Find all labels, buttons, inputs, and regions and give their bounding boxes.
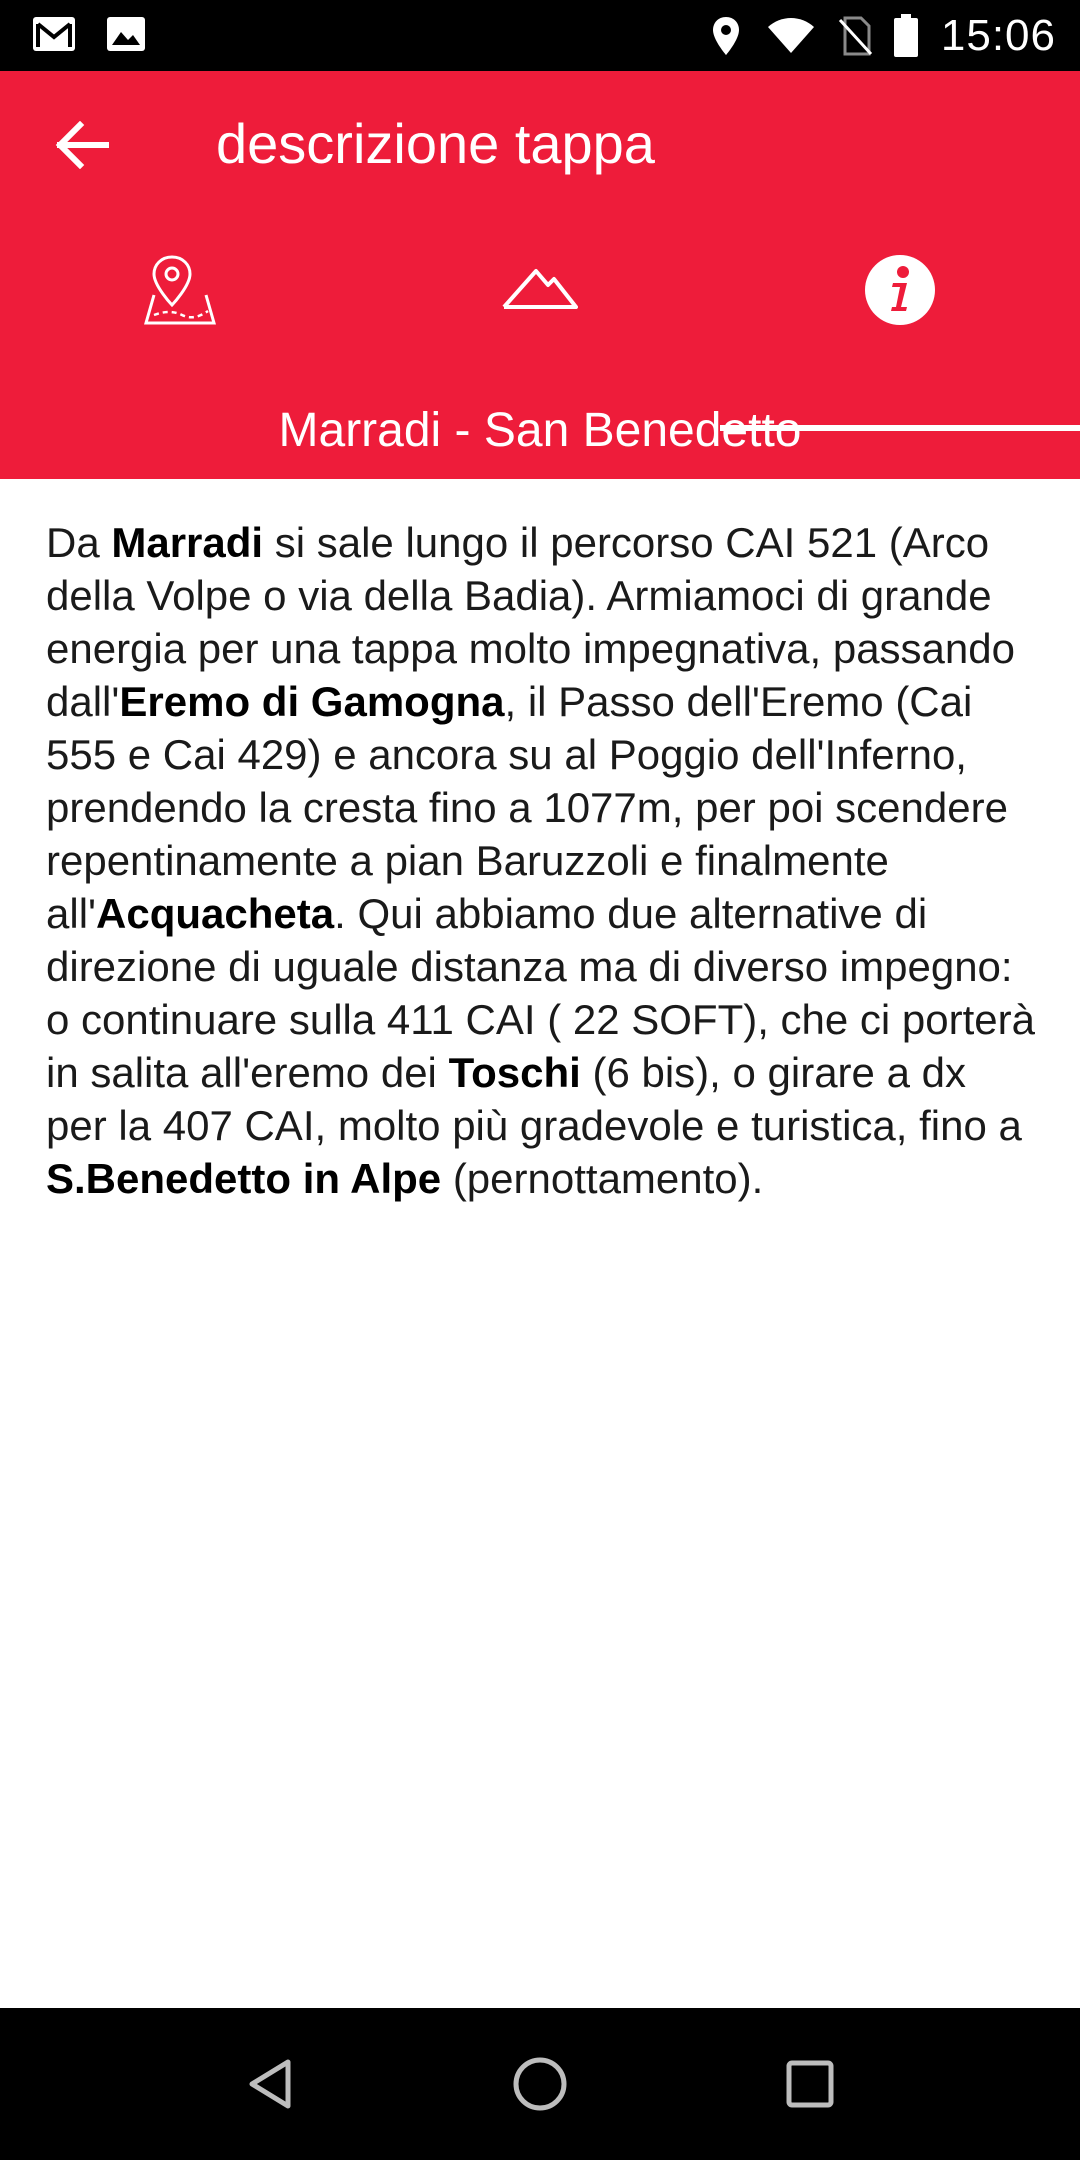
map-pin-icon — [142, 255, 218, 332]
arrow-left-icon — [54, 121, 110, 169]
description-text: . Qui abbiamo due alternative di direzione di uguale distanza ma di diverso impegno: o continuare sulla 411 CAI ( 22 SOFT), che ci porterà in salita all'eremo dei — [46, 890, 1036, 1096]
description-text: (6 bis), o girare a dx per la 407 CAI, molto più gradevole e turistica, fino a — [46, 1049, 1022, 1149]
toolbar — [0, 71, 1080, 217]
back-triangle-icon — [248, 2059, 292, 2109]
description-bold-text: Toschi — [448, 1049, 581, 1096]
description-text: si sale lungo il percorso CAI 521 (Arco della Volpe o via della Badia). Armiamoci di grande energia per una tappa molto impegnativa, passando dall' — [46, 519, 1015, 725]
info-icon — [863, 253, 937, 332]
description-text: , il Passo dell'Eremo (Cai 555 e Cai 429) e ancora su al Poggio dell'Inferno, prendendo la cresta fino a 1077m, per poi scendere repentinamente a pian Baruzzoli e finalmente all' — [46, 678, 1008, 937]
mountain-icon — [502, 265, 578, 318]
app-bar — [0, 71, 1080, 479]
gmail-icon — [32, 16, 76, 52]
status-clock: 15:06 — [940, 10, 1056, 60]
location-icon — [711, 16, 741, 56]
status-bar — [0, 0, 1080, 71]
description-bold-text: Marradi — [111, 519, 264, 566]
recents-square-icon — [785, 2059, 835, 2109]
description-bold-text: S.Benedetto in Alpe — [46, 1155, 442, 1202]
wifi-icon — [767, 17, 815, 55]
description-bold-text: Acquacheta — [96, 890, 335, 937]
page-title: descrizione tappa — [216, 112, 655, 175]
stage-description — [46, 516, 1036, 1205]
image-icon — [106, 16, 146, 52]
nav-recents-button[interactable] — [774, 2048, 846, 2120]
navigation-bar — [0, 2008, 1080, 2160]
description-text: Da — [46, 519, 112, 566]
nav-back-button[interactable] — [234, 2048, 306, 2120]
back-button[interactable] — [50, 113, 114, 177]
nav-home-button[interactable] — [504, 2048, 576, 2120]
description-bold-text: Eremo di Gamogna — [119, 678, 505, 725]
battery-icon — [893, 14, 919, 58]
no-sim-icon — [837, 16, 873, 56]
stage-title: Marradi - San Benedetto — [278, 403, 802, 457]
stage-title-strip — [0, 381, 1080, 479]
description-text: (pernottamento). — [441, 1155, 764, 1202]
home-circle-icon — [512, 2056, 568, 2112]
